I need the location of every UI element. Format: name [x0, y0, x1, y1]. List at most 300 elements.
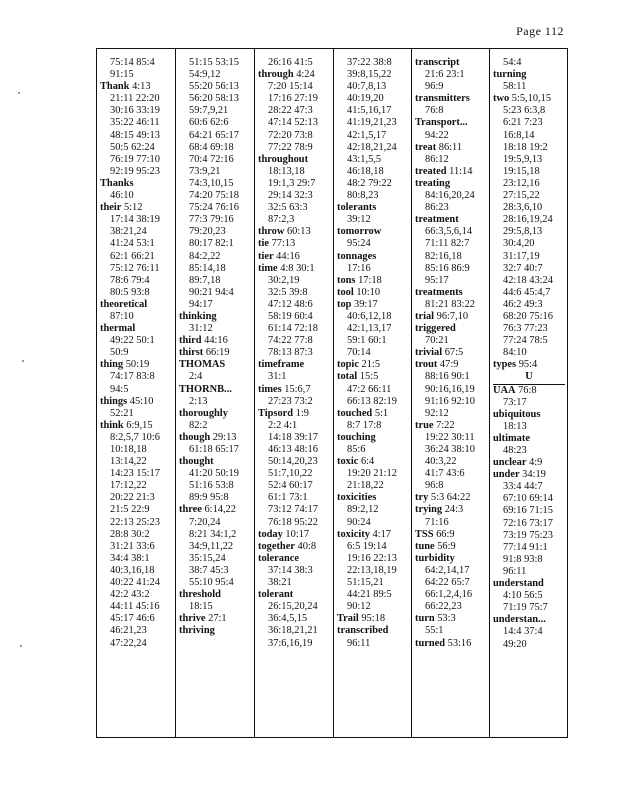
- page-reference: 55:1: [425, 625, 444, 637]
- page-reference: 44:21 89:5: [347, 589, 392, 601]
- page-reference: 51:15,21: [347, 577, 384, 589]
- headword-page-ref: 47:9: [437, 359, 459, 371]
- headword-page-ref: 40:8: [294, 540, 317, 552]
- headword-page-ref: 50:19: [123, 359, 150, 371]
- headword-term: throw: [258, 226, 285, 238]
- page-reference: 41:19,21,23: [347, 117, 397, 129]
- page-reference: 30:16 33:19: [110, 105, 160, 117]
- page-reference: 96:8: [425, 480, 444, 492]
- headword-page-ref: 34:19: [519, 469, 546, 481]
- headword-page-ref: 5:3 64:22: [428, 492, 471, 504]
- headword-term: treat: [415, 141, 437, 153]
- page-reference: 8:21 34:1,2: [189, 528, 237, 540]
- page-reference: 27:15,22: [503, 190, 540, 202]
- headword-page-ref: 60:13: [284, 226, 311, 238]
- page-reference: 55:10 95:4: [189, 577, 234, 589]
- headword-page-ref: 95:4: [516, 359, 538, 371]
- page-reference: 14:18 39:17: [268, 431, 318, 443]
- page-reference: 46:2 49:3: [503, 298, 543, 310]
- page-reference: 78:6 79:4: [110, 274, 150, 286]
- index-headword: [493, 69, 571, 81]
- headword-page-ref: 29:13: [210, 431, 237, 443]
- headword-term: trying: [415, 504, 443, 516]
- page-reference: 2:4: [189, 371, 203, 383]
- page-reference: 39:8,15,22: [347, 69, 392, 81]
- headword-page-ref: 7:22: [433, 419, 455, 431]
- page-reference: 90:12: [347, 601, 371, 613]
- headword-page-ref: 95:18: [358, 613, 386, 625]
- page-reference: 8:7 17:8: [347, 419, 382, 431]
- page-reference: 47:22,24: [110, 637, 147, 649]
- page-reference: 32:5 39:8: [268, 286, 308, 298]
- page-reference: 87:10: [110, 310, 134, 322]
- page-reference: 94:5: [110, 383, 129, 395]
- headword-page-ref: 10:10: [353, 286, 381, 298]
- index-headword: [100, 178, 178, 190]
- headword-term: today: [258, 528, 283, 540]
- page-reference: 74:20 75:18: [189, 190, 239, 202]
- headword-term: thermal: [100, 323, 136, 335]
- page-reference: 10:18,18: [110, 444, 147, 455]
- page-reference: 36:18,21,21: [268, 625, 318, 637]
- page-reference: 54:4: [503, 57, 522, 68]
- page-reference: 89:7,18: [189, 274, 221, 286]
- index-headword: [179, 384, 257, 396]
- page-reference: 73:12 74:17: [268, 504, 318, 516]
- page-reference: 58:19 60:4: [268, 310, 313, 322]
- index-headword: [415, 311, 493, 323]
- index-headword: [258, 238, 336, 250]
- page-reference: 16:8,14: [503, 129, 535, 141]
- headword-term: two: [493, 93, 510, 105]
- page-reference: 70:21: [425, 335, 449, 347]
- index-headword: [337, 456, 415, 468]
- page-reference: 21:11 22:20: [110, 93, 160, 105]
- page-reference: 51:16 53:8: [189, 480, 234, 492]
- index-headword: [179, 625, 257, 637]
- page-reference: 60:6 62:6: [189, 117, 229, 129]
- page-reference: 77:3 79:16: [189, 214, 234, 226]
- page-reference: 28:16,19,24: [503, 214, 553, 226]
- page-reference: 40:22 41:24: [110, 577, 160, 589]
- page-reference: 73:19 75:23: [503, 529, 553, 541]
- index-headword: [337, 287, 415, 299]
- page-reference: 37:22 38:8: [347, 57, 392, 68]
- page-reference: 30:2,19: [268, 274, 300, 286]
- page-reference: 82:2: [189, 419, 208, 431]
- headword-term: tool: [337, 286, 354, 298]
- page-reference: 40:3,16,18: [110, 564, 155, 576]
- index-headword: [258, 408, 336, 420]
- page-reference: 17:14 38:19: [110, 214, 160, 226]
- page-reference: 18:13,18: [268, 165, 305, 177]
- index-headword: [258, 263, 336, 275]
- headword-page-ref: 4:24: [293, 69, 315, 81]
- page-reference: 32:7 40:7: [503, 262, 543, 274]
- page-reference: 90:16,16,19: [425, 383, 475, 395]
- page-reference: 17:12,22: [110, 480, 147, 492]
- headword-term: try: [415, 492, 429, 504]
- headword-term: tons: [337, 274, 356, 286]
- page-reference: 61:18 65:17: [189, 444, 239, 455]
- page-reference: 8:2,5,7 10:6: [110, 431, 160, 443]
- page-reference: 21:6 23:1: [425, 69, 465, 81]
- headword-term: true: [415, 419, 434, 431]
- headword-term: toxicity: [337, 528, 370, 540]
- page-reference: 23:12,16: [503, 177, 540, 189]
- index-headword: [179, 347, 257, 359]
- headword-term: trivial: [415, 347, 443, 359]
- headword-term: toxicities: [337, 492, 377, 504]
- headword-term: triggered: [415, 323, 456, 335]
- page-reference: 76:18 95:22: [268, 516, 318, 528]
- page-reference: 31:21 33:6: [110, 540, 155, 552]
- index-headword: [179, 504, 257, 516]
- headword-term: tolerant: [258, 589, 294, 601]
- page-reference: 91:16 92:10: [425, 395, 475, 407]
- headword-term: timeframe: [258, 359, 305, 371]
- page-reference: 72:16 73:17: [503, 517, 553, 529]
- page-reference: 68:20 75:16: [503, 310, 553, 322]
- page-reference: 31:17,19: [503, 250, 540, 262]
- headword-term: their: [100, 202, 122, 214]
- page-reference: 61:1 73:1: [268, 492, 308, 504]
- headword-term: treatments: [415, 286, 463, 298]
- page-reference: 7:20,24: [189, 516, 221, 528]
- index-headword: [337, 613, 415, 625]
- headword-page-ref: 5:5,10,15: [509, 93, 552, 105]
- page-reference: 2:13: [189, 395, 208, 407]
- index-headword: [337, 625, 415, 637]
- headword-page-ref: 10:17: [282, 528, 310, 540]
- page-reference: 14:4 37:4: [503, 626, 543, 638]
- headword-term: tie: [258, 238, 269, 250]
- page-reference: 41:5,16,17: [347, 105, 392, 117]
- page-reference: 42:2 43:2: [110, 589, 150, 601]
- headword-page-ref: 76:8: [515, 384, 537, 396]
- page-reference: 50:14,20,23: [268, 456, 318, 468]
- headword-term: times: [258, 383, 282, 395]
- page-reference: 88:16 90:1: [425, 371, 470, 383]
- page-reference: 77:24 78:5: [503, 335, 548, 347]
- headword-term: thirst: [179, 347, 204, 359]
- page-reference: 95:17: [425, 274, 449, 286]
- page-reference: 36:24 38:10: [425, 444, 475, 455]
- page-reference: 31:12: [189, 323, 213, 335]
- index-headword: [337, 202, 415, 214]
- headword-term: theoretical: [100, 298, 148, 310]
- index-headword: [258, 529, 336, 541]
- page-reference: 4:10 56:5: [503, 590, 543, 602]
- page-reference: 51:15 53:15: [189, 57, 239, 68]
- headword-term: turbidity: [415, 552, 455, 564]
- headword-page-ref: 53:16: [445, 637, 472, 649]
- page-reference: 42:1,13,17: [347, 323, 392, 335]
- index-headword: [493, 614, 571, 626]
- page-reference: 5:23 6:3,8: [503, 105, 546, 117]
- index-headword: [100, 323, 178, 335]
- headword-term: three: [179, 504, 202, 516]
- headword-term: thoroughly: [179, 407, 228, 419]
- headword-term: unclear: [493, 457, 527, 469]
- headword-page-ref: 27:1: [205, 613, 227, 625]
- page-reference: 76:19 77:10: [110, 153, 160, 165]
- page-reference: 62:1 66:21: [110, 250, 155, 262]
- headword-page-ref: 66:19: [203, 347, 230, 359]
- page-reference: 75:14 85:4: [110, 57, 155, 68]
- index-headword: [179, 432, 257, 444]
- page-reference: 18:13: [503, 420, 527, 432]
- headword-page-ref: 45:10: [127, 395, 154, 407]
- page-reference: 33:4 44:7: [503, 481, 543, 493]
- page-reference: 68:4 69:18: [189, 141, 234, 153]
- page-reference: 46:10: [110, 190, 134, 202]
- page-reference: 71:19 75:7: [503, 602, 548, 614]
- index-headword: [493, 409, 571, 421]
- headword-term: transmitters: [415, 93, 470, 105]
- page-reference: 35:15,24: [189, 552, 226, 564]
- index-headword: [415, 504, 493, 516]
- headword-page-ref: 96:7,10: [434, 310, 469, 322]
- page-reference: 73:17: [503, 396, 527, 408]
- page-number-label: Page 112: [516, 24, 564, 38]
- headword-term: treatment: [415, 214, 459, 226]
- page-reference: 18:15: [189, 601, 213, 613]
- page-reference: 78:13 87:3: [268, 347, 313, 359]
- page-reference: 86:23: [425, 202, 449, 214]
- page-reference: 59:1 60:1: [347, 335, 387, 347]
- headword-term: thinking: [179, 310, 217, 322]
- headword-term: things: [100, 395, 128, 407]
- index-headword: [258, 69, 336, 81]
- page-reference: 66:3,5,6,14: [425, 226, 473, 238]
- page-reference: 70:14: [347, 347, 371, 359]
- headword-term: thing: [100, 359, 124, 371]
- page-reference: 72:20 73:8: [268, 129, 313, 141]
- headword-page-ref: 4:9: [526, 457, 543, 469]
- page-reference: 40:6,12,18: [347, 310, 392, 322]
- index-headword: [415, 553, 493, 565]
- headword-term: Trail: [337, 613, 359, 625]
- page-reference: 86:12: [425, 153, 449, 165]
- page-reference: 6:5 19:14: [347, 540, 387, 552]
- page-reference: 19:1,3 29:7: [268, 177, 316, 189]
- index-headword: [179, 408, 257, 420]
- headword-term: though: [179, 431, 211, 443]
- page-reference: 28:22 47:3: [268, 105, 313, 117]
- headword-term: THORNB...: [179, 383, 232, 395]
- page-reference: 77:22 78:9: [268, 141, 313, 153]
- headword-term: tomorrow: [337, 226, 382, 238]
- page-reference: 44:6 45:4,7: [503, 286, 551, 298]
- page-reference: 41:20 50:19: [189, 468, 239, 480]
- page-reference: 48:2 79:22: [347, 177, 392, 189]
- page-reference: 94:17: [189, 298, 213, 310]
- page-reference: 35:22 46:11: [110, 117, 160, 129]
- page-reference: 45:17 46:6: [110, 613, 155, 625]
- page-reference: 19:5,9,13: [503, 153, 543, 165]
- headword-page-ref: 21:5: [358, 359, 381, 371]
- page-reference: 2:2 4:1: [268, 419, 298, 431]
- page-reference: 41:24 53:1: [110, 238, 155, 250]
- page-reference: 70:4 72:16: [189, 153, 234, 165]
- index-column-6: [493, 57, 571, 651]
- index-headword: [337, 251, 415, 263]
- page-reference: 38:21,24: [110, 226, 147, 238]
- headword-term: touching: [337, 431, 376, 443]
- page-reference: 66:1,2,4,16: [425, 589, 473, 601]
- page-reference: 58:11: [503, 81, 527, 93]
- page-reference: 28:3,6,10: [503, 202, 543, 214]
- index-column-3: [258, 57, 336, 650]
- index-headword: [415, 93, 493, 105]
- index-headword: [337, 299, 415, 311]
- headword-page-ref: 1:9: [293, 407, 309, 419]
- headword-term: through: [258, 69, 294, 81]
- headword-term: topic: [337, 359, 359, 371]
- index-headword: [493, 385, 571, 397]
- index-headword: [415, 492, 493, 504]
- page-reference: 74:17 83:8: [110, 371, 155, 383]
- index-headword: [100, 359, 178, 371]
- page-reference: 84:16,20,24: [425, 190, 475, 202]
- headword-page-ref: 24:3: [442, 504, 464, 516]
- page-reference: 84:2,22: [189, 250, 221, 262]
- index-headword: [337, 226, 415, 238]
- page-reference: 74:22 77:8: [268, 335, 313, 347]
- headword-term: treated: [415, 165, 447, 177]
- page-reference: 76:8: [425, 105, 444, 117]
- index-headword: [337, 432, 415, 444]
- page-reference: 37:6,16,19: [268, 637, 313, 649]
- scan-speck: [22, 360, 24, 362]
- page-reference: 18:18 19:2: [503, 141, 548, 153]
- headword-term: thriving: [179, 625, 215, 637]
- index-headword: [415, 638, 493, 650]
- headword-term: threshold: [179, 589, 221, 601]
- index-headword: [337, 529, 415, 541]
- headword-term: transcript: [415, 57, 460, 68]
- headword-page-ref: 11:14: [446, 165, 473, 177]
- headword-term: top: [337, 298, 352, 310]
- page-reference: 75:12 76:11: [110, 262, 160, 274]
- page-reference: 42:18 43:24: [503, 274, 553, 286]
- headword-term: thought: [179, 456, 214, 468]
- page-reference: 96:9: [425, 81, 444, 93]
- page-reference: 14:23 15:17: [110, 468, 160, 480]
- index-headword: [337, 408, 415, 420]
- page-reference: 19:16 22:13: [347, 552, 397, 564]
- page-reference: 79:20,23: [189, 226, 226, 238]
- headword-page-ref: 17:18: [355, 274, 382, 286]
- page-reference: 71:16: [425, 516, 449, 528]
- headword-term: tonnages: [337, 250, 377, 262]
- page-reference: 87:2,3: [268, 214, 295, 226]
- index-headword: [258, 553, 336, 565]
- headword-term: toxic: [337, 456, 359, 468]
- index-headword: [258, 589, 336, 601]
- index-table: [96, 48, 568, 738]
- headword-term: Thanks: [100, 177, 134, 189]
- page-reference: 29:14 32:3: [268, 190, 313, 202]
- headword-term: types: [493, 359, 517, 371]
- index-headword: [337, 275, 415, 287]
- index-headword: [258, 384, 336, 396]
- page-reference: 50:5 62:24: [110, 141, 155, 153]
- index-headword: [493, 469, 571, 481]
- page-reference: 44:11 45:16: [110, 601, 160, 613]
- headword-term: ultimate: [493, 432, 530, 444]
- index-headword: [258, 226, 336, 238]
- page-reference: 64:21 65:17: [189, 129, 239, 141]
- index-headword: [493, 578, 571, 590]
- headword-term: tolerants: [337, 202, 377, 214]
- headword-page-ref: 5:12: [121, 202, 143, 214]
- index-headword: [337, 371, 415, 383]
- page-reference: 47:12 48:6: [268, 298, 313, 310]
- index-headword: [415, 142, 493, 154]
- headword-term: total: [337, 371, 358, 383]
- headword-page-ref: 53:3: [434, 613, 456, 625]
- headword-page-ref: 39:17: [351, 298, 378, 310]
- index-column-1: [100, 57, 178, 650]
- headword-term: transcribed: [337, 625, 389, 637]
- headword-page-ref: 6:4: [358, 456, 375, 468]
- page-reference: 90:21 94:4: [189, 286, 234, 298]
- headword-term: trout: [415, 359, 438, 371]
- index-headword: [415, 420, 493, 432]
- page-reference: 52:21: [110, 407, 134, 419]
- page-reference: 92:12: [425, 407, 449, 419]
- page-reference: 95:24: [347, 238, 371, 250]
- page-reference: 52:4 60:17: [268, 480, 313, 492]
- page-reference: 64:22 65:7: [425, 577, 470, 589]
- page-reference: 81:21 83:22: [425, 298, 475, 310]
- page-reference: 19:15,18: [503, 165, 540, 177]
- headword-term: tune: [415, 540, 435, 552]
- index-headword: [415, 359, 493, 371]
- page-reference: 91:8 93:8: [503, 553, 543, 565]
- headword-term: together: [258, 540, 295, 552]
- page-reference: 96:11: [347, 637, 371, 649]
- page-reference: 28:8 30:2: [110, 528, 150, 540]
- page-reference: 67:10 69:14: [503, 493, 553, 505]
- headword-page-ref: 4:8 30:1: [277, 262, 315, 274]
- page-reference: 48:15 49:13: [110, 129, 160, 141]
- headword-page-ref: 4:17: [369, 528, 391, 540]
- index-headword: [415, 287, 493, 299]
- page-reference: 47:14 52:13: [268, 117, 318, 129]
- page-reference: 19:22 30:11: [425, 431, 475, 443]
- headword-page-ref: 15:5: [357, 371, 379, 383]
- index-headword: [415, 323, 493, 335]
- page-reference: 76:3 77:23: [503, 323, 548, 335]
- page-reference: 32:5 63:3: [268, 202, 308, 214]
- page-reference: 66:22,23: [425, 601, 462, 613]
- index-headword: [179, 335, 257, 347]
- headword-term: throughout: [258, 153, 309, 165]
- page-reference: 42:18,21,24: [347, 141, 397, 153]
- index-headword: [415, 541, 493, 553]
- index-headword: [179, 613, 257, 625]
- headword-term: THOMAS: [179, 359, 226, 371]
- headword-term: time: [258, 262, 278, 274]
- page-reference: 85:16 86:9: [425, 262, 470, 274]
- page-reference: 20:22 21:3: [110, 492, 155, 504]
- page-reference: 19:20 21:12: [347, 468, 397, 480]
- headword-page-ref: 5:1: [372, 407, 389, 419]
- index-headword: [258, 251, 336, 263]
